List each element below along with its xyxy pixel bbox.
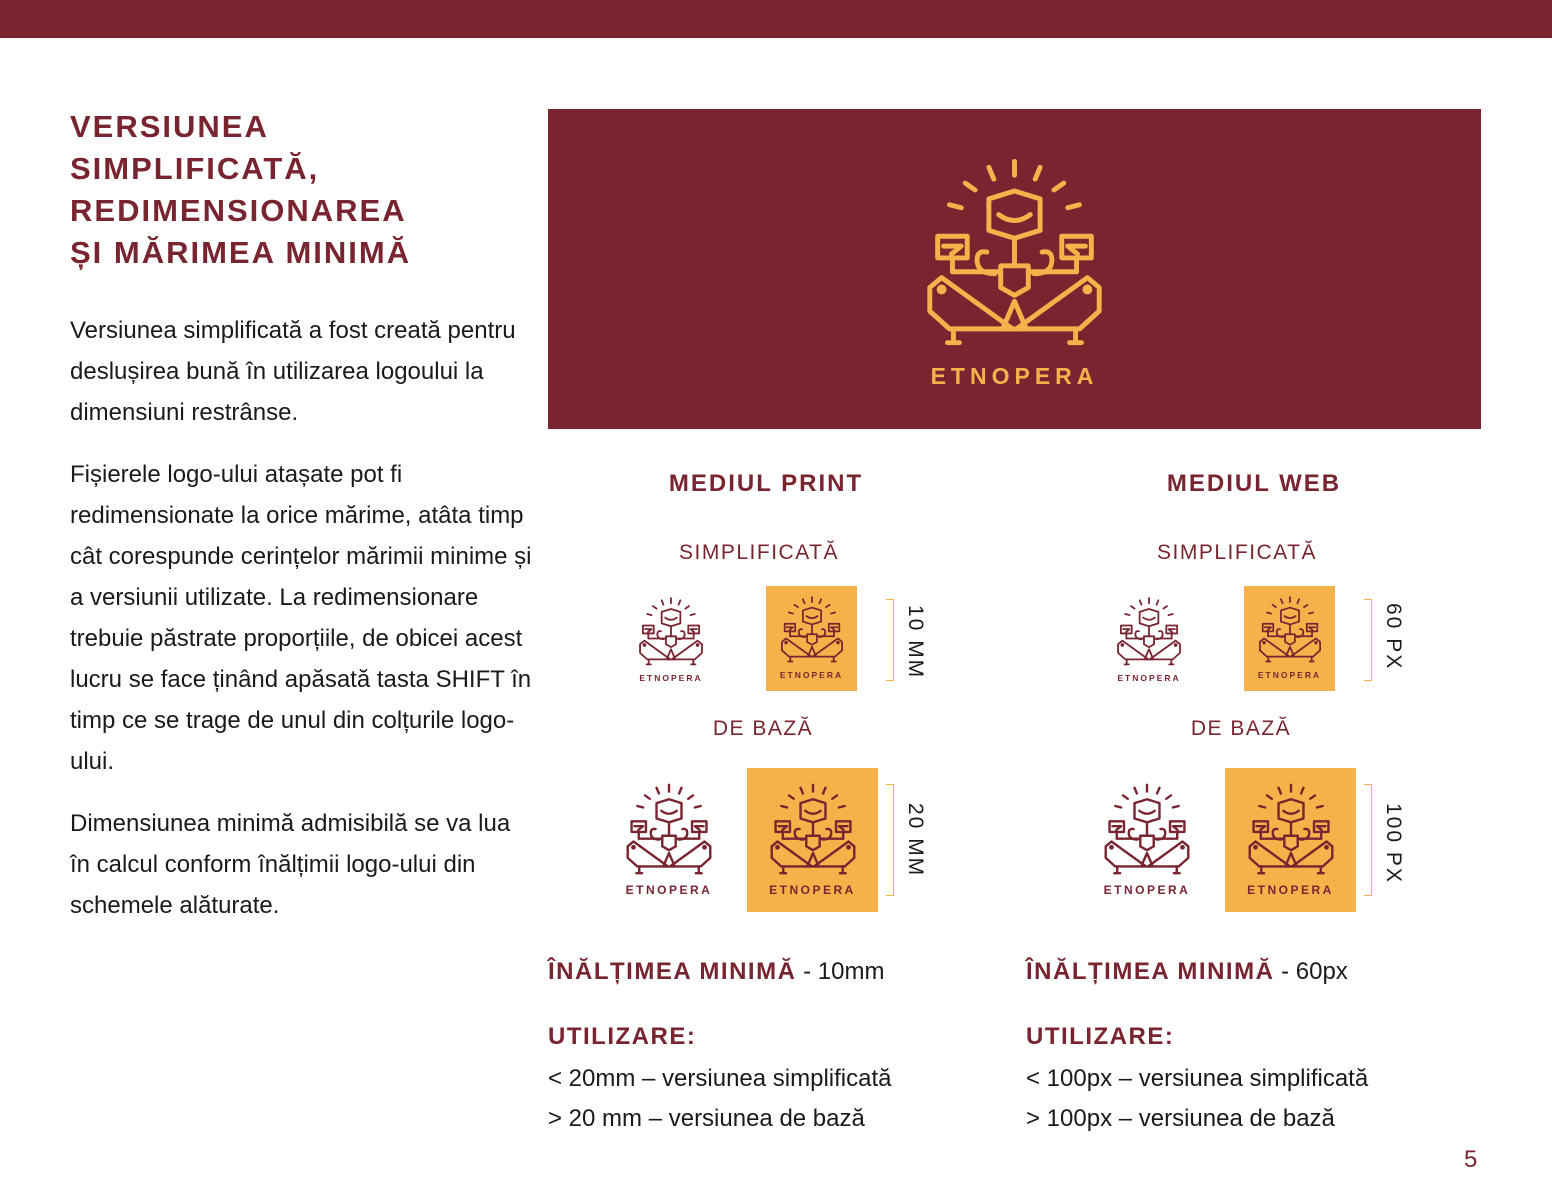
etnopera-logo-icon	[1254, 595, 1326, 665]
logo-wordmark: ETNOPERA	[769, 883, 856, 897]
logo-wordmark: ETNOPERA	[1117, 673, 1181, 683]
print-basic-logo-box	[747, 768, 878, 912]
print-simplified-label: SIMPLIFICATĂ	[679, 541, 839, 564]
logo-wordmark: ETNOPERA	[1257, 670, 1322, 680]
print-usage-line: > 20 mm – versiunea de bază	[548, 1105, 865, 1132]
web-usage-heading: UTILIZARE:	[1026, 1023, 1175, 1050]
etnopera-logo-icon	[616, 782, 722, 878]
web-basic-logo-box	[1225, 768, 1356, 912]
web-usage-line: < 100px – versiunea simplificată	[1026, 1065, 1369, 1092]
print-min-height	[548, 958, 884, 986]
etnopera-logo-icon	[776, 595, 848, 665]
web-simplified-logo-box	[1244, 586, 1335, 691]
web-simplified-dimension: 60 PX	[1382, 603, 1405, 671]
print-heading: MEDIUL PRINT	[668, 470, 864, 497]
dimension-bracket	[1364, 599, 1372, 681]
print-simplified-logo-plain	[633, 596, 709, 683]
logo-wordmark: ETNOPERA	[930, 363, 1099, 389]
print-basic-dimension: 20 MM	[904, 803, 927, 878]
print-simplified-dimension: 10 MM	[904, 605, 927, 680]
dimension-bracket	[886, 599, 894, 681]
hero-logo-panel	[548, 109, 1481, 429]
body-text	[70, 310, 535, 947]
page-title	[70, 106, 530, 274]
print-usage-heading: UTILIZARE:	[548, 1023, 697, 1050]
web-basic-dimension: 100 PX	[1382, 803, 1405, 884]
etnopera-logo-icon	[633, 596, 709, 668]
paragraph: Fișierele logo-ului atașate pot fi redimensionate la orice mărime, atâta timp cât corespunde cerințelor mărimii minime și a versiunii utilizate. La redimensionare trebuie păstrate proporțiile, de obicei acest lucru se face ținând apăsată tasta SHIFT în timp ce se trage de unul din colțurile logo-ului.	[70, 461, 532, 775]
title-line: SIMPLIFICATĂ,	[70, 151, 320, 186]
min-height-label: ÎNĂLȚIMEA MINIMĂ	[1026, 958, 1275, 985]
print-basic-label: DE BAZĂ	[712, 717, 814, 740]
min-height-value: - 10mm	[796, 958, 885, 985]
min-height-label: ÎNĂLȚIMEA MINIMĂ	[548, 958, 797, 985]
title-line: REDIMENSIONAREA	[70, 193, 407, 228]
print-simplified-logo-box	[766, 586, 857, 691]
etnopera-logo-icon	[761, 782, 865, 878]
paragraph: Dimensiunea minimă admisibilă se va lua în calcul conform înălțimii logo-ului din schemele alăturate.	[70, 810, 511, 919]
etnopera-logo-icon	[916, 149, 1113, 359]
dimension-bracket	[886, 784, 894, 896]
top-band	[0, 0, 1552, 38]
etnopera-logo-icon	[1111, 596, 1187, 668]
print-usage-line: < 20mm – versiunea simplificată	[548, 1065, 892, 1092]
web-heading: MEDIUL WEB	[1166, 470, 1342, 497]
min-height-value: - 60px	[1274, 958, 1348, 985]
logo-wordmark: ETNOPERA	[779, 670, 844, 680]
web-basic-logo-plain	[1094, 782, 1200, 897]
logo-wordmark: ETNOPERA	[625, 883, 713, 897]
title-line: ȘI MĂRIMEA MINIMĂ	[70, 235, 412, 270]
logo-wordmark: ETNOPERA	[1247, 883, 1334, 897]
etnopera-logo-icon	[1094, 782, 1200, 878]
print-basic-logo-plain	[616, 782, 722, 897]
logo-wordmark: ETNOPERA	[1103, 883, 1191, 897]
paragraph: Versiunea simplificată a fost creată pentru deslușirea bună în utilizarea logoului la dimensiuni restrânse.	[70, 317, 516, 426]
web-usage-line: > 100px – versiunea de bază	[1026, 1105, 1335, 1132]
web-simplified-label: SIMPLIFICATĂ	[1157, 541, 1317, 564]
dimension-bracket	[1364, 784, 1372, 896]
web-basic-label: DE BAZĂ	[1190, 717, 1292, 740]
web-simplified-logo-plain	[1111, 596, 1187, 683]
etnopera-logo-icon	[1239, 782, 1343, 878]
logo-wordmark: ETNOPERA	[639, 673, 703, 683]
page-number: 5	[1464, 1146, 1478, 1173]
web-min-height	[1026, 958, 1348, 986]
title-line: VERSIUNEA	[70, 109, 269, 144]
